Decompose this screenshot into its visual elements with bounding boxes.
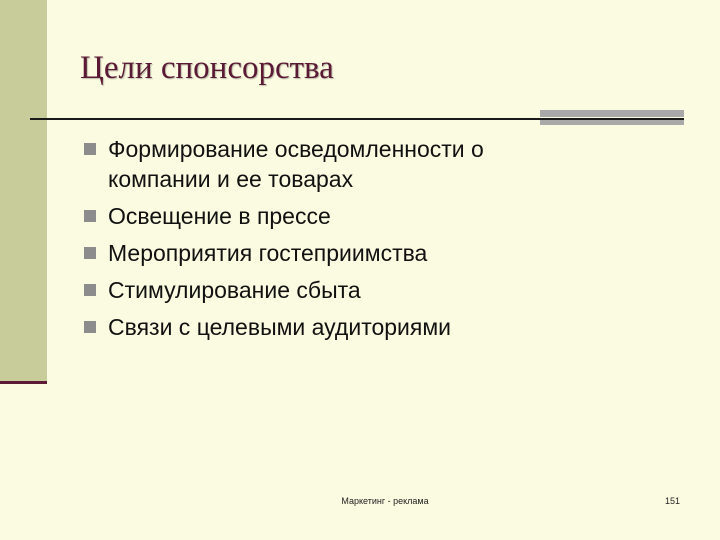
left-band-bottom-edge xyxy=(0,381,47,384)
bullet-text: Освещение в прессе xyxy=(108,203,331,229)
square-bullet-icon xyxy=(84,247,96,259)
bullet-item xyxy=(84,312,584,342)
footer-text: Маркетинг - реклама xyxy=(341,496,429,506)
square-bullet-icon xyxy=(84,143,96,155)
bullet-item xyxy=(84,238,584,268)
title-accent-bar xyxy=(540,110,684,117)
bullet-text: Мероприятия гостеприимства xyxy=(108,240,428,266)
square-bullet-icon xyxy=(84,210,96,222)
bullet-item xyxy=(84,275,584,305)
square-bullet-icon xyxy=(84,284,96,296)
left-decorative-band xyxy=(0,0,47,383)
page-number: 151 xyxy=(664,496,680,506)
bullet-text: Формирование осведомленности о компании и ее товарах xyxy=(108,136,484,192)
bullet-list xyxy=(84,134,584,349)
bullet-text: Связи с целевыми аудиториями xyxy=(108,314,452,340)
title-accent-bar-lower xyxy=(540,120,684,125)
slide-title: Цели спонсорства xyxy=(80,50,334,86)
bullet-item xyxy=(84,201,584,231)
square-bullet-icon xyxy=(84,321,96,333)
bullet-item xyxy=(84,134,584,194)
bullet-text: Стимулирование сбыта xyxy=(108,277,361,303)
